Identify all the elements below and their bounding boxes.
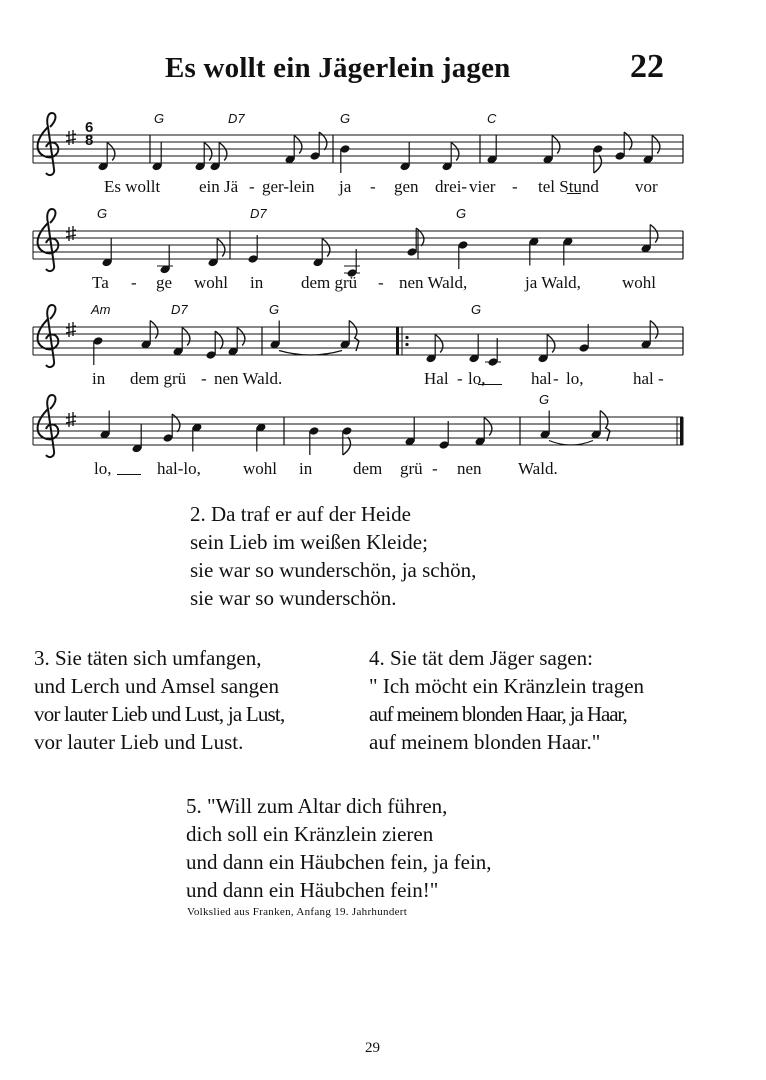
note-flag bbox=[204, 143, 212, 161]
lyric: in bbox=[250, 273, 264, 292]
note-flag bbox=[547, 335, 555, 353]
lyric: in bbox=[92, 369, 106, 388]
chord: D7 bbox=[228, 111, 245, 126]
note-flag bbox=[237, 328, 245, 346]
lyric: wohl bbox=[194, 273, 228, 292]
chord: Am bbox=[91, 302, 111, 317]
note-flag bbox=[150, 321, 158, 339]
chord: G bbox=[340, 111, 351, 126]
lyric: wohl bbox=[243, 459, 277, 478]
note-flag bbox=[451, 143, 459, 161]
repeat-dot bbox=[405, 336, 408, 339]
chord: G bbox=[539, 392, 550, 407]
final-bar bbox=[680, 417, 684, 445]
melisma-line bbox=[478, 384, 502, 385]
lyric: dem bbox=[353, 459, 383, 478]
verse-3: 3. Sie täten sich umfangen, und Lerch und Amsel sangen vor lauter Lieb und Lust, ja Lust, vor lauter Lieb und Lust. bbox=[34, 646, 285, 754]
tie bbox=[279, 351, 342, 356]
lyric: - bbox=[249, 177, 255, 196]
note-flag bbox=[652, 136, 660, 154]
chord: D7 bbox=[250, 206, 267, 221]
lyric: drei- bbox=[435, 177, 468, 196]
note-flag bbox=[594, 155, 602, 173]
lyric: ein Jä bbox=[199, 177, 239, 196]
lyric: wohl bbox=[622, 273, 656, 292]
lyric: - bbox=[201, 369, 207, 388]
lyric: Es wollt bbox=[104, 177, 161, 196]
lyric: vier bbox=[469, 177, 496, 196]
lyric: gen bbox=[394, 177, 419, 196]
melisma-line bbox=[117, 474, 141, 475]
lyric: hal bbox=[531, 369, 552, 388]
lyric: - bbox=[457, 369, 463, 388]
chord: G bbox=[97, 206, 108, 221]
sharp-sign bbox=[66, 412, 76, 427]
lyric: - bbox=[512, 177, 518, 196]
chord: C bbox=[487, 111, 497, 126]
lyric: ja Wald, bbox=[525, 273, 581, 292]
lyric: Wald. bbox=[518, 459, 558, 478]
note-flag bbox=[217, 239, 225, 257]
lyric: dem grü bbox=[301, 273, 358, 292]
lyric: lo, bbox=[468, 369, 486, 388]
repeat-bar bbox=[396, 327, 399, 355]
sharp-sign bbox=[66, 130, 76, 145]
note-flag bbox=[107, 143, 115, 161]
repeat-dot bbox=[405, 343, 408, 346]
lyric: - bbox=[553, 369, 559, 388]
song-number: 22 bbox=[630, 48, 664, 85]
treble-clef bbox=[38, 113, 59, 175]
chord: D7 bbox=[171, 302, 188, 317]
note-flag bbox=[552, 136, 560, 154]
sharp-sign bbox=[66, 322, 76, 337]
lyric: lo, bbox=[566, 369, 584, 388]
note-flag bbox=[294, 136, 302, 154]
lyric: grü bbox=[400, 459, 423, 478]
lyric: - bbox=[131, 273, 137, 292]
note-flag bbox=[182, 328, 190, 346]
lyric: nen Wald, bbox=[399, 273, 468, 292]
treble-clef bbox=[38, 209, 59, 271]
sharp-sign bbox=[66, 226, 76, 241]
note-flag bbox=[650, 225, 658, 243]
lyric: ger-lein bbox=[262, 177, 315, 196]
music-score bbox=[0, 0, 766, 500]
lyric: dem grü bbox=[130, 369, 187, 388]
note-flag bbox=[600, 411, 608, 429]
chord: G bbox=[269, 302, 280, 317]
melisma-line bbox=[567, 193, 581, 194]
lyric: hal bbox=[633, 369, 654, 388]
treble-clef bbox=[38, 305, 59, 367]
lyric: - bbox=[378, 273, 384, 292]
time-signature: 6 8 bbox=[85, 119, 94, 149]
lyric: ge bbox=[156, 273, 173, 292]
lyric: hal-lo, bbox=[157, 459, 201, 478]
treble-clef bbox=[38, 395, 59, 457]
verse-5: 5. "Will zum Altar dich führen, dich soll ein Kränzlein zieren und dann ein Häubchen fein, ja fein, und dann ein Häubchen fein!" bbox=[186, 794, 492, 902]
lyric: ja bbox=[339, 177, 352, 196]
lyric: - bbox=[370, 177, 376, 196]
lyric: nen Wald. bbox=[214, 369, 283, 388]
song-title: Es wollt ein Jägerlein jagen bbox=[165, 52, 511, 84]
verse-2: 2. Da traf er auf der Heide sein Lieb im weißen Kleide; sie war so wunderschön, ja schön, sie war so wunderschön. bbox=[190, 502, 477, 610]
lyric: nen bbox=[457, 459, 482, 478]
note-flag bbox=[484, 418, 492, 436]
verse-4: 4. Sie tät dem Jäger sagen: " Ich möcht ein Kränzlein tragen auf meinem blonden Haar, ja Haar, auf meinem blonden Haar." bbox=[369, 646, 645, 754]
eighth-rest bbox=[355, 338, 359, 351]
page-number: 29 bbox=[365, 1040, 380, 1056]
note-flag bbox=[343, 437, 351, 455]
note-flag bbox=[219, 143, 227, 161]
note-flag bbox=[435, 335, 443, 353]
lyric: - bbox=[432, 459, 438, 478]
note-flag bbox=[322, 239, 330, 257]
chord: G bbox=[154, 111, 165, 126]
eighth-rest bbox=[606, 428, 610, 441]
source-note: Volkslied aus Franken, Anfang 19. Jahrhundert bbox=[187, 906, 408, 918]
lyric: - bbox=[658, 369, 664, 388]
lyric: Ta bbox=[92, 273, 109, 292]
lyric: in bbox=[299, 459, 313, 478]
tie bbox=[549, 441, 593, 446]
lyric: lo, bbox=[94, 459, 112, 478]
chord: G bbox=[471, 302, 482, 317]
lyric: vor bbox=[635, 177, 658, 196]
note-flag bbox=[349, 321, 357, 339]
note-flag bbox=[650, 321, 658, 339]
lyric: Hal bbox=[424, 369, 449, 388]
lyric: tel Stund bbox=[538, 177, 599, 196]
chord: G bbox=[456, 206, 467, 221]
